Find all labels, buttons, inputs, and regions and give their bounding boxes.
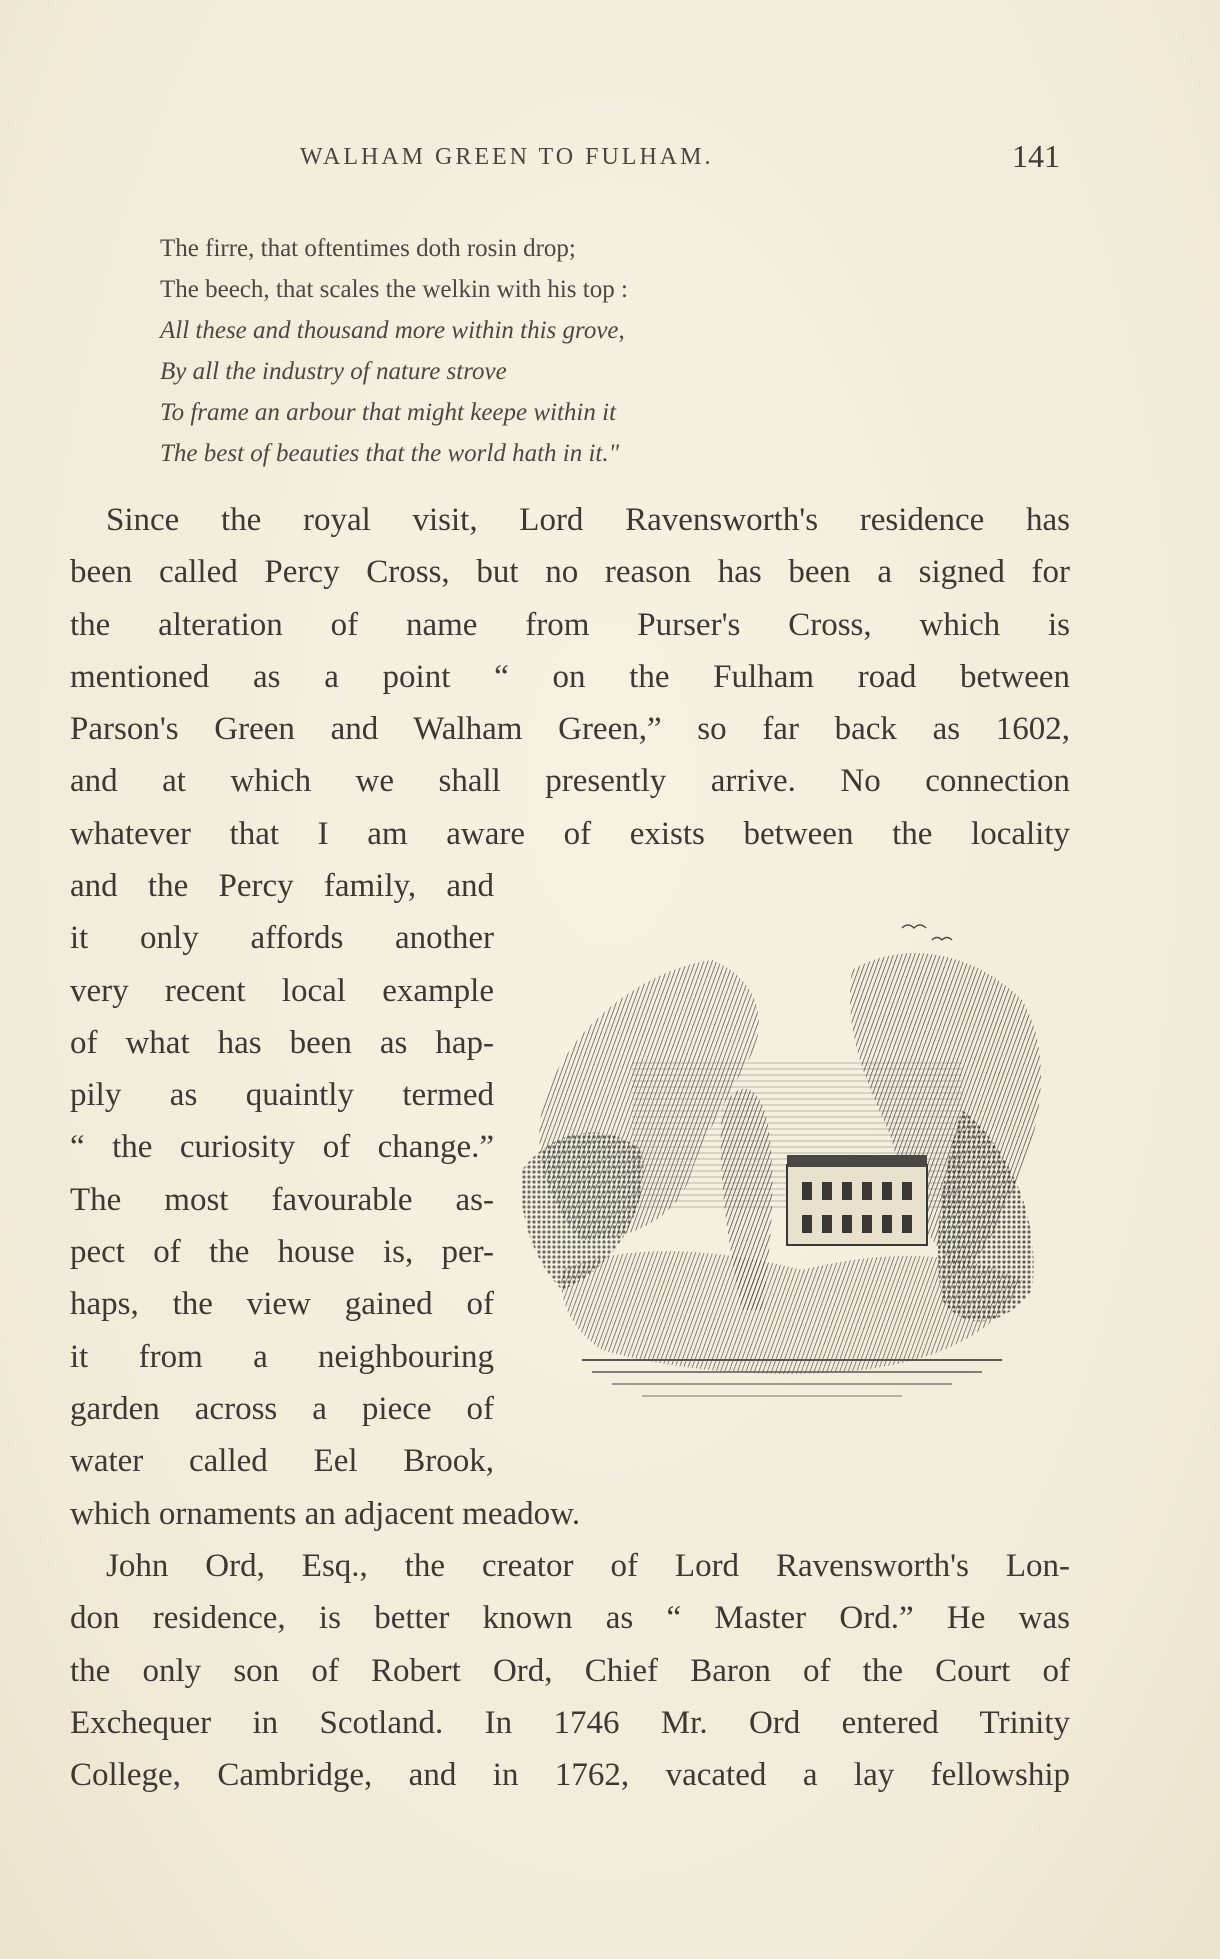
text-line: very recent local example (70, 972, 494, 1009)
text-line: it only affords another (70, 920, 494, 957)
text-line: of what has been as hap- (70, 1024, 494, 1061)
page-header (300, 138, 1070, 178)
text-line: John Ord, Esq., the creator of Lord Ravensworth's Lon- (106, 1548, 1070, 1584)
poem-line: The best of beauties that the world hath in it." (160, 440, 620, 467)
text-line: whatever that I am aware of exists between the locality (70, 815, 1070, 852)
text-line: don residence, is better known as “ Master Ord.” He was (70, 1600, 1070, 1637)
text-line: and the Percy family, and (70, 868, 494, 904)
text-line: mentioned as a point “ on the Fulham road between (70, 658, 1070, 695)
running-head: WALHAM GREEN TO FULHAM. (300, 144, 714, 170)
paragraph-2 (70, 1540, 1070, 1801)
paragraph-1-full (70, 494, 1070, 860)
text-line: garden across a piece of (70, 1390, 494, 1427)
text-line: Exchequer in Scotland. In 1746 Mr. Ord entered Trinity (70, 1704, 1070, 1741)
text-line: it from a neighbouring (70, 1338, 494, 1375)
poem-line: By all the industry of nature strove (160, 358, 507, 385)
engraving-house-among-trees-icon (522, 910, 1062, 1430)
text-line: “ the curiosity of change.” (70, 1129, 494, 1166)
poem-line: The firre, that oftentimes doth rosin drop; (160, 235, 576, 262)
text-line: and at which we shall presently arrive. No connection (70, 763, 1070, 800)
text-line: been called Percy Cross, but no reason has been a signed for (70, 554, 1070, 591)
text-line: haps, the view gained of (70, 1286, 494, 1323)
text-line: which ornaments an adjacent meadow. (70, 1496, 581, 1532)
text-line: College, Cambridge, and in 1762, vacated a lay fellowship (70, 1757, 1070, 1794)
paragraph-1-wrapped (70, 860, 494, 1488)
text-line: the only son of Robert Ord, Chief Baron of the Court of (70, 1652, 1070, 1689)
text-line: the alteration of name from Purser's Cross, which is (70, 606, 1070, 643)
text-line: The most favourable as- (70, 1181, 494, 1218)
text-line: water called Eel Brook, (70, 1443, 494, 1480)
poem-quotation (160, 228, 900, 474)
paragraph-1-end (70, 1488, 1070, 1540)
text-line: pily as quaintly termed (70, 1077, 494, 1114)
poem-line: The beech, that scales the welkin with his top : (160, 276, 628, 303)
poem-line: All these and thousand more within this grove, (160, 317, 625, 344)
poem-line: To frame an arbour that might keepe within it (160, 399, 617, 426)
text-line: Since the royal visit, Lord Ravensworth's residence has (106, 502, 1070, 538)
text-line: Parson's Green and Walham Green,” so far back as 1602, (70, 711, 1070, 748)
text-line: pect of the house is, per- (70, 1234, 494, 1271)
page-number: 141 (1012, 138, 1060, 174)
